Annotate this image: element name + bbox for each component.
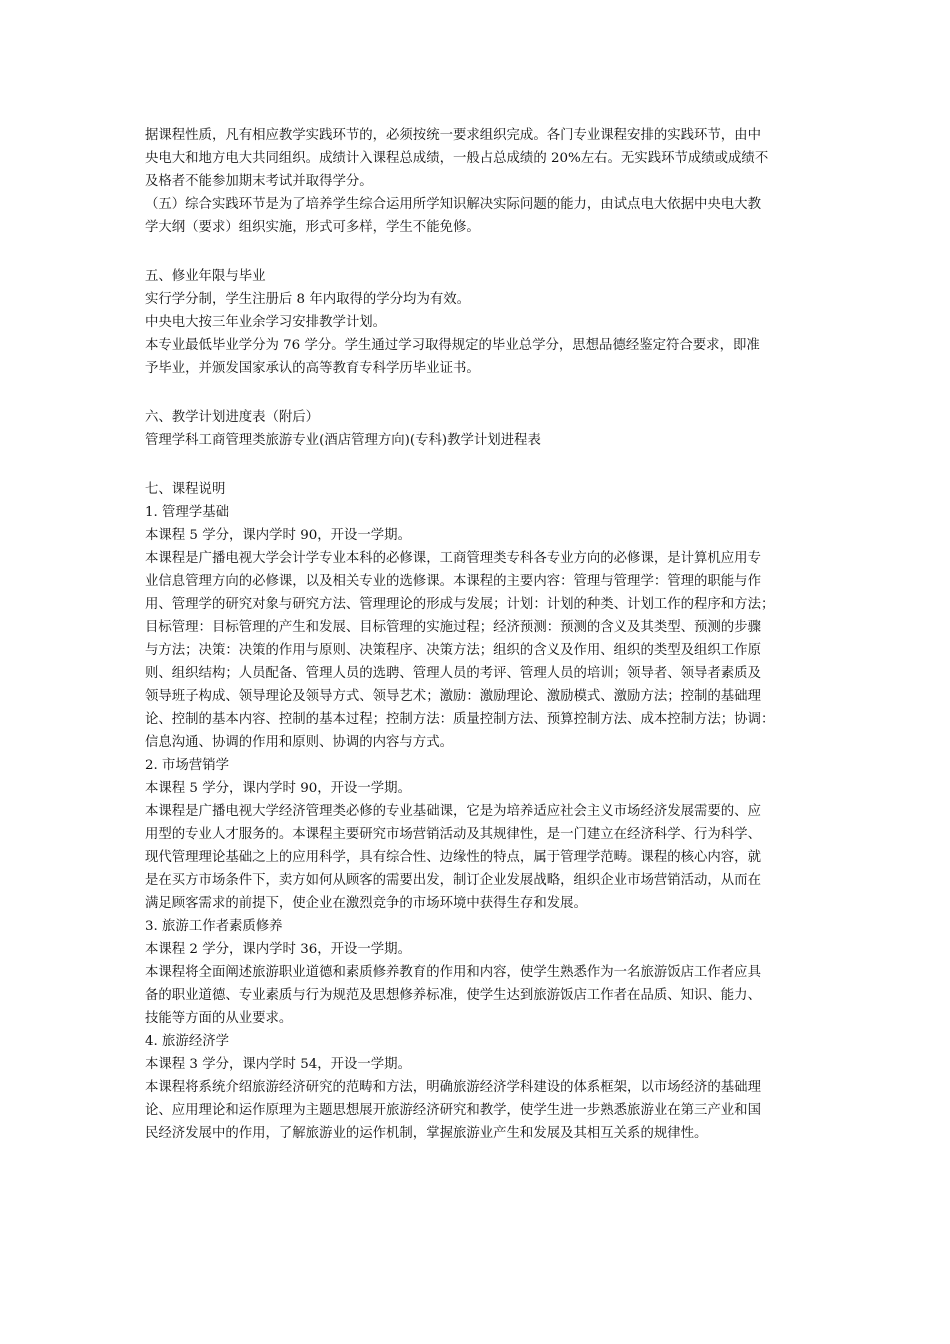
paragraph-line: （五）综合实践环节是为了培养学生综合运用所学知识解决实际问题的能力，由试点电大依据中央电大教 [145,197,761,212]
course-desc-line: 技能等方面的从业要求。 [145,1011,293,1026]
course-desc-line: 用、管理学的研究对象与研究方法、管理理论的形成与发展；计划：计划的种类、计划工作的程序和方法； [145,597,775,612]
paragraph-line: 中央电大按三年业余学习安排教学计划。 [145,315,387,330]
course-title: 3. 旅游工作者素质修养 [145,919,283,934]
course-desc-line: 是在买方市场条件下，卖方如何从顾客的需要出发，制订企业发展战略，组织企业市场营销活动，从而在 [145,873,761,888]
paragraph-line: 据课程性质，凡有相应教学实践环节的，必须按统一要求组织完成。各门专业课程安排的实践环节，由中 [145,128,761,143]
section-6 [145,406,817,452]
course-title: 2. 市场营销学 [145,758,229,773]
course-desc-line: 民经济发展中的作用，了解旅游业的运作机制，掌握旅游业产生和发展及其相互关系的规律性。 [145,1126,708,1141]
course-meta: 本课程 3 学分，课内学时 54，开设一学期。 [145,1057,411,1072]
course-desc-line: 论、控制的基本内容、控制的基本过程；控制方法：质量控制方法、预算控制方法、成本控制方法；协调： [145,712,775,727]
course-meta: 本课程 5 学分，课内学时 90，开设一学期。 [145,528,411,543]
section-heading: 六、教学计划进度表（附后） [145,410,320,425]
paragraph-line: 学大纲（要求）组织实施，形式可多样，学生不能免修。 [145,220,480,235]
course-desc-line: 本课程将全面阐述旅游职业道德和素质修养教育的作用和内容，使学生熟悉作为一名旅游饭店工作者应具 [145,965,761,980]
course-tourism-worker-quality [145,915,817,1030]
course-desc-line: 本课程是广播电视大学经济管理类必修的专业基础课，它是为培养适应社会主义市场经济发展需要的、应 [145,804,761,819]
section-5 [145,265,817,380]
section-heading: 七、课程说明 [145,482,226,497]
course-desc-line: 领导班子构成、领导理论及领导方式、领导艺术；激励：激励理论、激励模式、激励方法；控制的基础理 [145,689,761,704]
paragraph-line: 管理学科工商管理类旅游专业(酒店管理方向)(专科)教学计划进程表 [145,433,541,448]
course-desc-line: 本课程是广播电视大学会计学专业本科的必修课，工商管理类专科各专业方向的必修课，是计算机应用专 [145,551,761,566]
document-page [145,124,817,1145]
spacer [145,239,817,265]
course-title: 1. 管理学基础 [145,505,229,520]
course-desc-line: 现代管理理论基础之上的应用科学，具有综合性、边缘性的特点，属于管理学范畴。课程的核心内容，就 [145,850,761,865]
course-desc-line: 满足顾客需求的前提下，使企业在激烈竞争的市场环境中获得生存和发展。 [145,896,587,911]
course-tourism-economics [145,1030,817,1145]
course-desc-line: 用型的专业人才服务的。本课程主要研究市场营销活动及其规律性，是一门建立在经济科学、行为科学、 [145,827,761,842]
course-desc-line: 备的职业道德、专业素质与行为规范及思想修养标准，使学生达到旅游饭店工作者在品质、知识、能力、 [145,988,761,1003]
paragraph-line: 及格者不能参加期末考试并取得学分。 [145,174,373,189]
section-heading: 五、修业年限与毕业 [145,269,266,284]
spacer [145,380,817,406]
section-4-continuation [145,124,817,239]
spacer [145,452,817,478]
course-desc-line: 与方法；决策：决策的作用与原则、决策程序、决策方法；组织的含义及作用、组织的类型及组织工作原 [145,643,761,658]
course-desc-line: 业信息管理方向的必修课，以及相关专业的选修课。本课程的主要内容：管理与管理学：管理的职能与作 [145,574,761,589]
paragraph-line: 央电大和地方电大共同组织。成绩计入课程总成绩，一般占总成绩的 20%左右。无实践环节成绩或成绩不 [145,151,769,166]
course-desc-line: 论、应用理论和运作原理为主题思想展开旅游经济研究和教学，使学生进一步熟悉旅游业在第三产业和国 [145,1103,761,1118]
course-marketing [145,754,817,915]
course-management-basics [145,501,817,754]
course-desc-line: 目标管理：目标管理的产生和发展、目标管理的实施过程；经济预测：预测的含义及其类型、预测的步骤 [145,620,761,635]
course-title: 4. 旅游经济学 [145,1034,229,1049]
course-desc-line: 本课程将系统介绍旅游经济研究的范畴和方法，明确旅游经济学科建设的体系框架，以市场经济的基础理 [145,1080,761,1095]
paragraph-line: 本专业最低毕业学分为 76 学分。学生通过学习取得规定的毕业总学分，思想品德经鉴定符合要求，即准 [145,338,760,353]
paragraph-line: 实行学分制，学生注册后 8 年内取得的学分均为有效。 [145,292,471,307]
paragraph-line: 予毕业，并颁发国家承认的高等教育专科学历毕业证书。 [145,361,480,376]
course-meta: 本课程 2 学分，课内学时 36，开设一学期。 [145,942,411,957]
section-7 [145,478,817,1145]
course-meta: 本课程 5 学分，课内学时 90，开设一学期。 [145,781,411,796]
course-desc-line: 信息沟通、协调的作用和原则、协调的内容与方式。 [145,735,453,750]
course-desc-line: 则、组织结构；人员配备、管理人员的选聘、管理人员的考评、管理人员的培训；领导者、领导者素质及 [145,666,761,681]
